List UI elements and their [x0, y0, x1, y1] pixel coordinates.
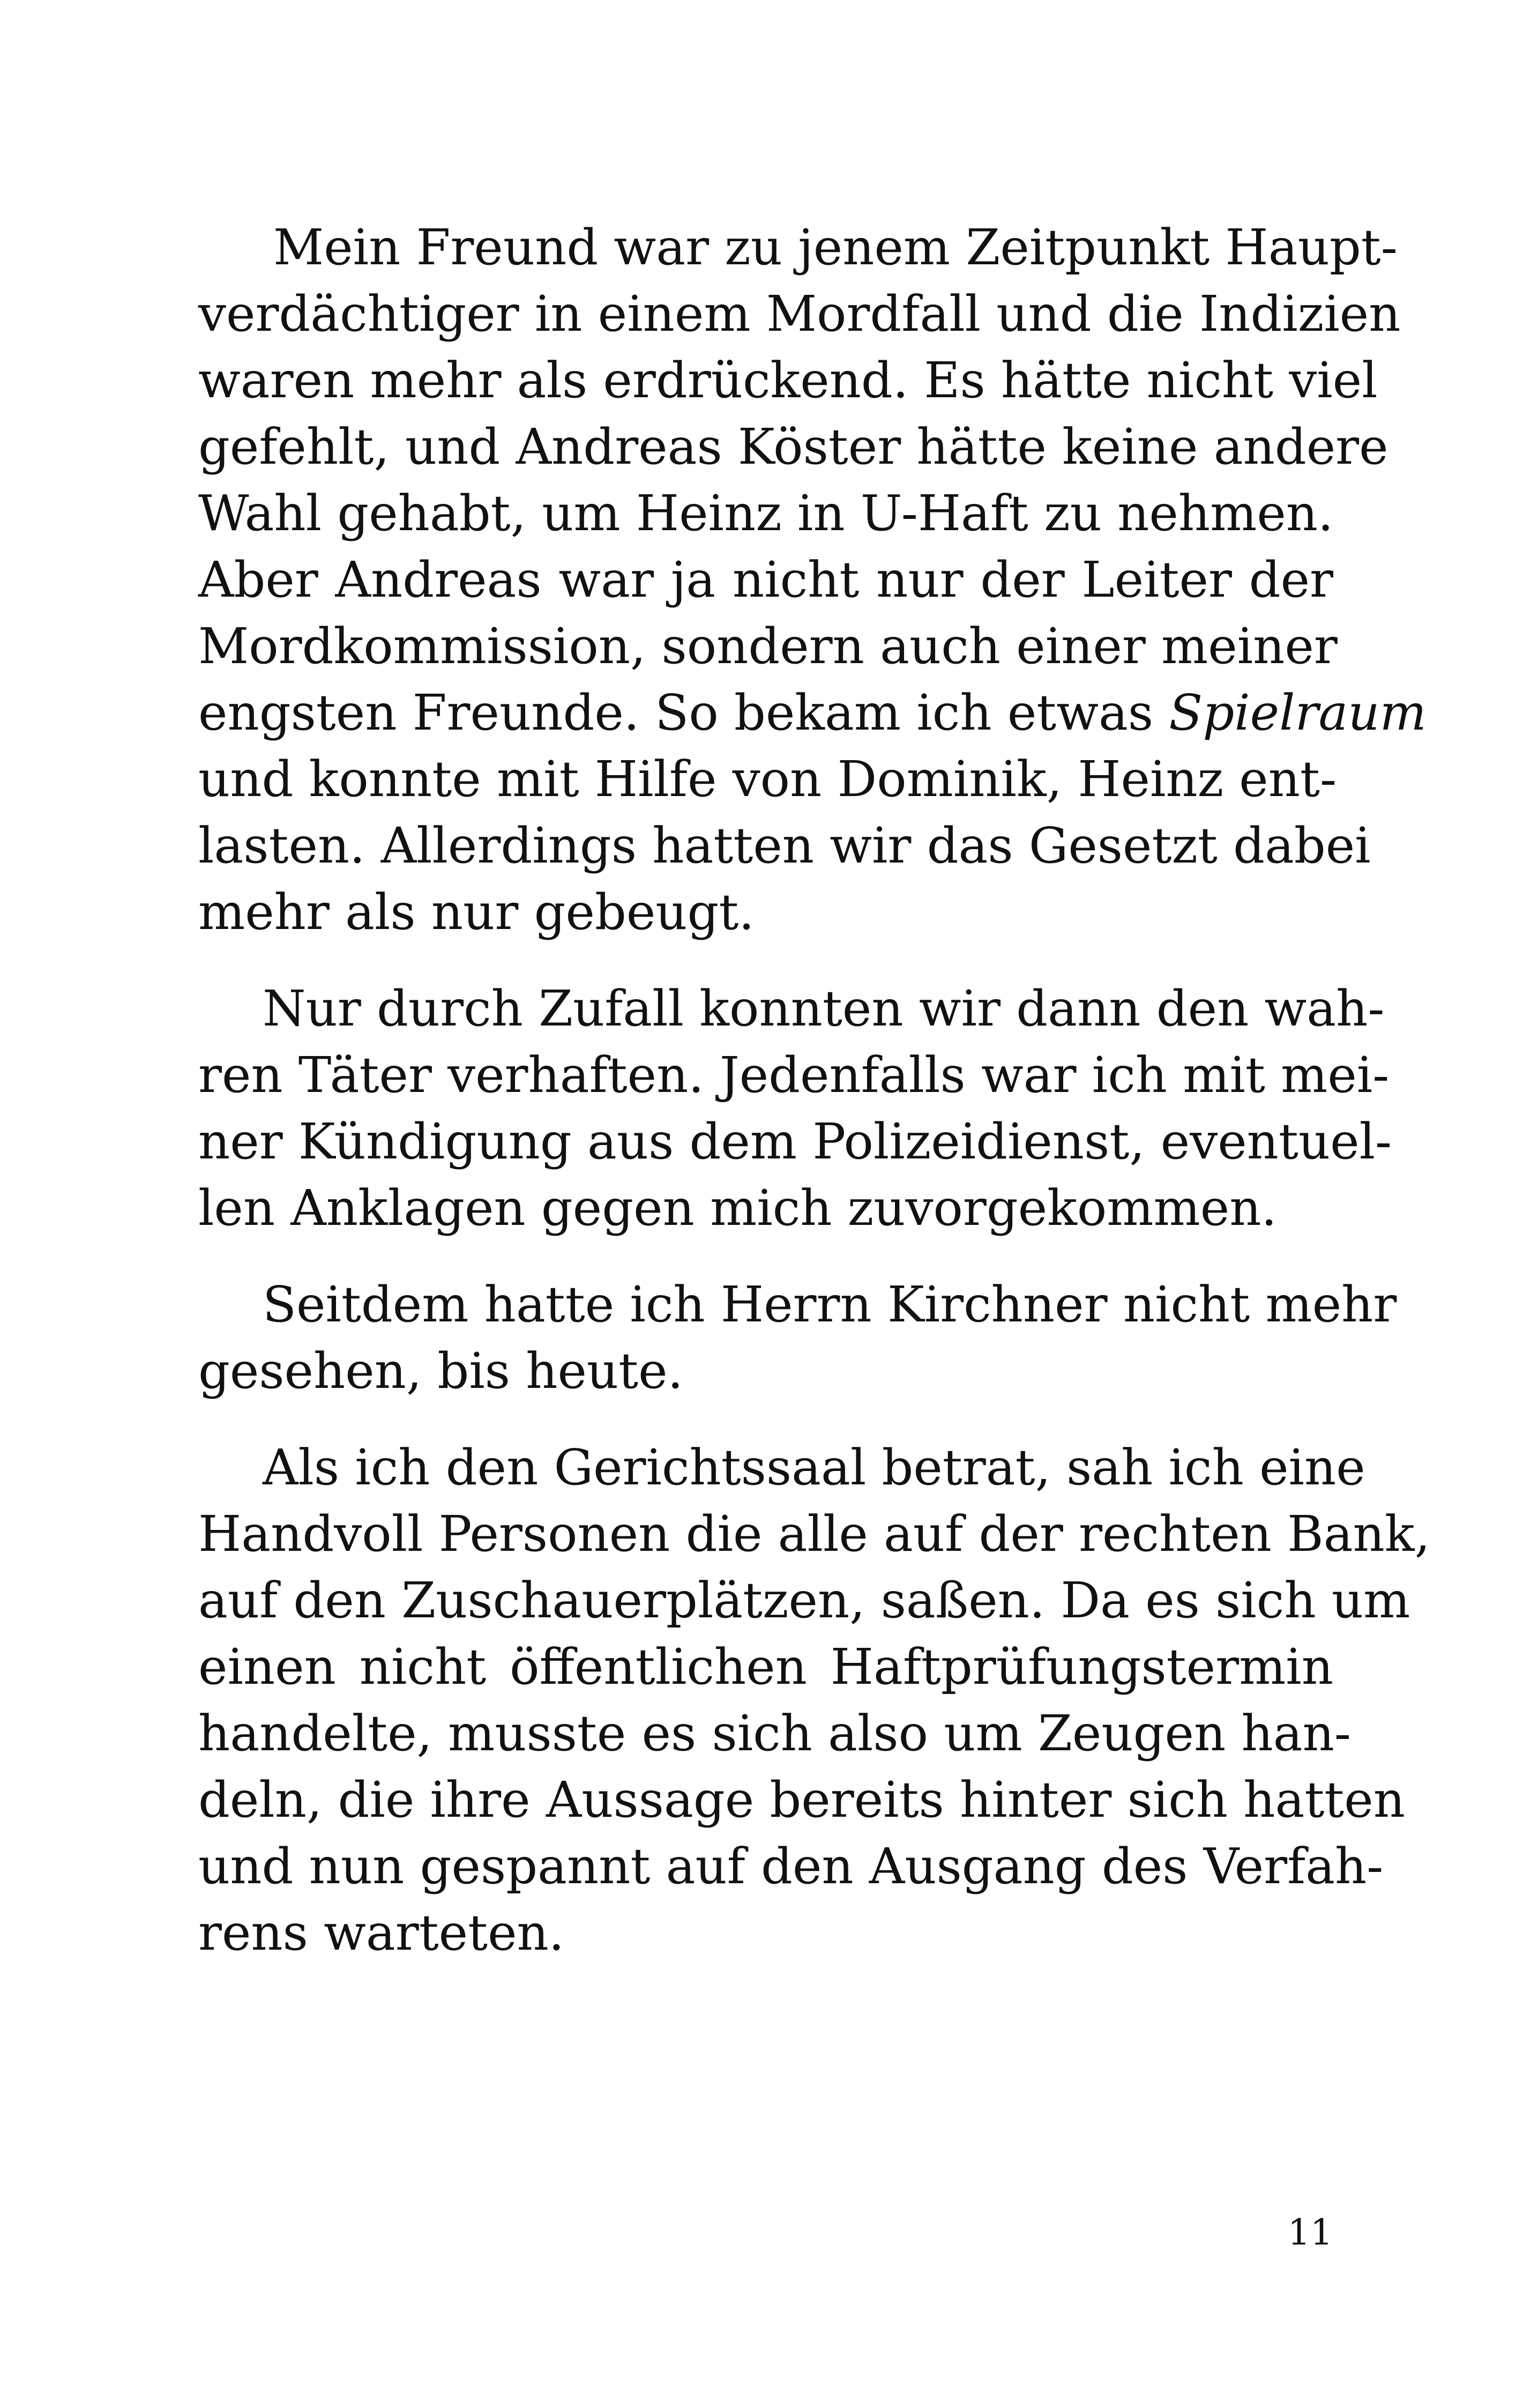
paragraph-2: [198, 976, 1392, 1242]
paragraph-spacer: [198, 1242, 1333, 1272]
text-line: ner Kündigung aus dem Polizeidienst, eventuel-: [198, 1113, 1392, 1170]
text-line: und konnte mit Hilfe von Dominik, Heinz ent-: [198, 750, 1337, 808]
text-line: und nun gespannt auf den Ausgang des Verfah-: [198, 1838, 1384, 1895]
text-line: rens warteten.: [198, 1904, 565, 1961]
text-line: gesehen, bis heute.: [198, 1342, 683, 1400]
text-line: mehr als nur gebeugt.: [198, 883, 755, 941]
text-line: Mordkommission, sondern auch einer meiner: [198, 618, 1338, 675]
text-line: Seitdem hatte ich Herrn Kirchner nicht mehr: [263, 1276, 1397, 1333]
paragraph-spacer: [198, 1404, 1333, 1435]
text-line: Handvoll Personen die alle auf der rechten Bank,: [198, 1505, 1430, 1563]
paragraph-4: [198, 1435, 1430, 1966]
text-line: Wahl gehabt, um Heinz in U-Haft zu nehmen.: [198, 485, 1334, 542]
text-line: einen nicht öffentlichen Haftprüfungstermin: [198, 1638, 1333, 1696]
text-segment: engsten Freunde. So bekam ich etwas: [198, 684, 1169, 741]
paragraph-1: [198, 214, 1427, 946]
paragraph-3: [198, 1272, 1397, 1404]
text-line: Nur durch Zufall konnten wir dann den wah-: [263, 980, 1385, 1037]
paragraph-spacer: [198, 946, 1333, 976]
text-line: waren mehr als erdrückend. Es hätte nicht viel: [198, 352, 1378, 409]
text-line: auf den Zuschauerplätzen, saßen. Da es sich um: [198, 1572, 1410, 1629]
page-number: 11: [1288, 2212, 1333, 2253]
text-line: verdächtiger in einem Mordfall und die Indizien: [198, 285, 1401, 343]
text-line: deln, die ihre Aussage bereits hinter sich hatten: [198, 1771, 1405, 1829]
body-text: [198, 214, 1430, 1966]
text-line: len Anklagen gegen mich zuvorgekommen.: [198, 1179, 1277, 1237]
text-line: Aber Andreas war ja nicht nur der Leiter der: [198, 551, 1333, 608]
emphasis-word: Spielraum: [1169, 684, 1427, 741]
text-line: Als ich den Gerichtssaal betrat, sah ich eine: [263, 1439, 1365, 1496]
text-line: gefehlt, und Andreas Köster hätte keine andere: [198, 418, 1388, 475]
text-line-with-emphasis: [198, 680, 1427, 746]
text-line: lasten. Allerdings hatten wir das Gesetzt dabei: [198, 817, 1371, 874]
text-line: ren Täter verhaften. Jedenfalls war ich mit mei-: [198, 1046, 1390, 1104]
text-line: Mein Freund war zu jenem Zeitpunkt Haupt-: [273, 219, 1398, 276]
text-line: handelte, musste es sich also um Zeugen han-: [198, 1705, 1351, 1762]
